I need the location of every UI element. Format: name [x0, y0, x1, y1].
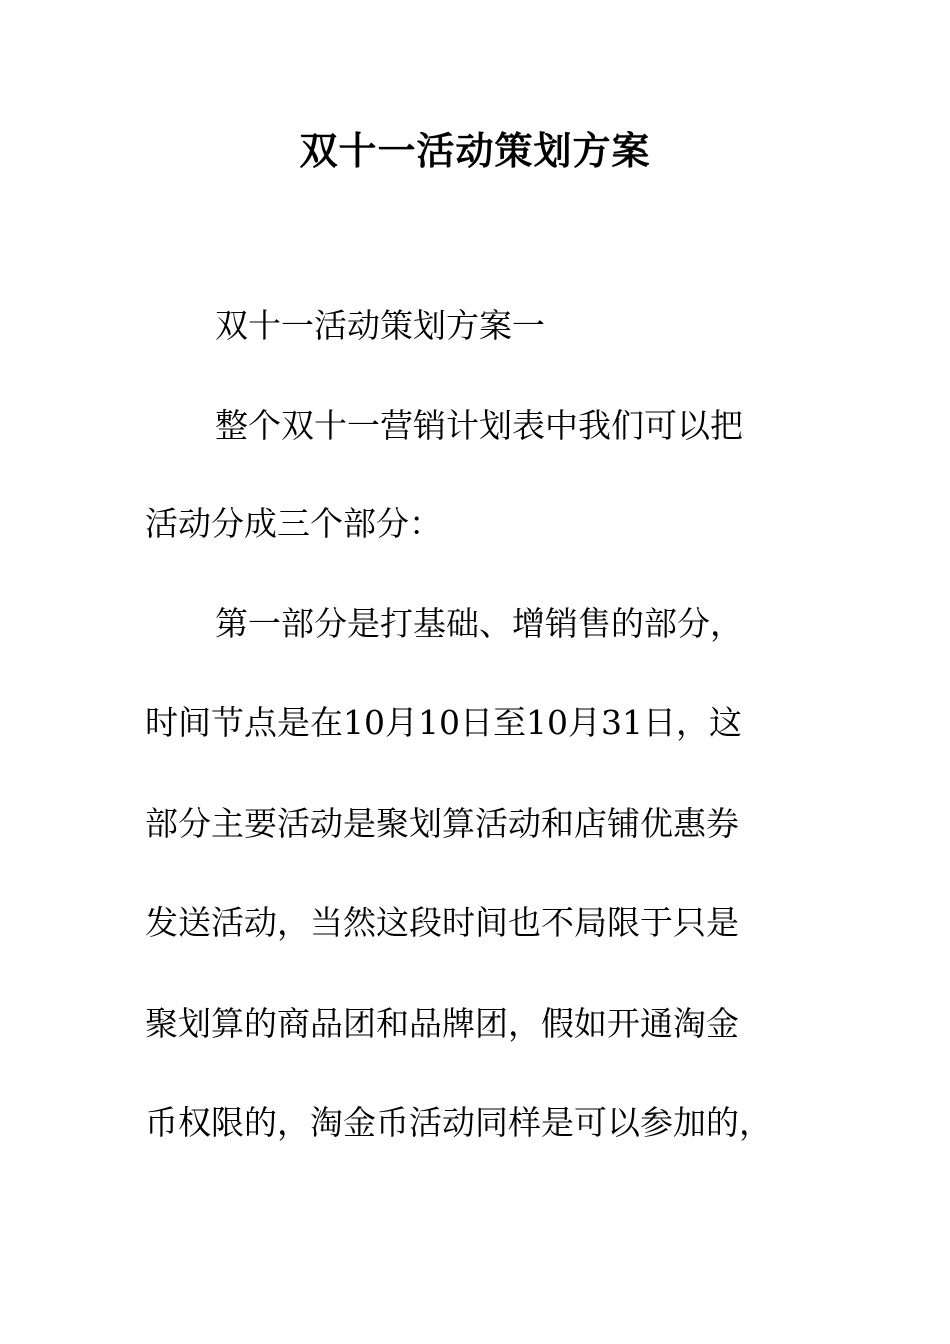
- paragraph-line: 整个双十一营销计划表中我们可以把: [215, 406, 743, 445]
- paragraph-line: 币权限的，淘金币活动同样是可以参加的，: [145, 1103, 772, 1142]
- section-heading: 双十一活动策划方案一: [215, 306, 545, 345]
- paragraph-line: 聚划算的商品团和品牌团，假如开通淘金: [145, 1004, 739, 1043]
- paragraph-line: 第一部分是打基础、增销售的部分，: [215, 604, 743, 643]
- paragraph-line: 部分主要活动是聚划算活动和店铺优惠券: [145, 804, 739, 843]
- paragraph-line: 时间节点是在10月10日至10月31日，这: [145, 703, 742, 742]
- document-title: 双十一活动策划方案: [299, 128, 651, 173]
- paragraph-line: 活动分成三个部分：: [145, 504, 442, 543]
- paragraph-line: 发送活动，当然这段时间也不局限于只是: [145, 903, 739, 942]
